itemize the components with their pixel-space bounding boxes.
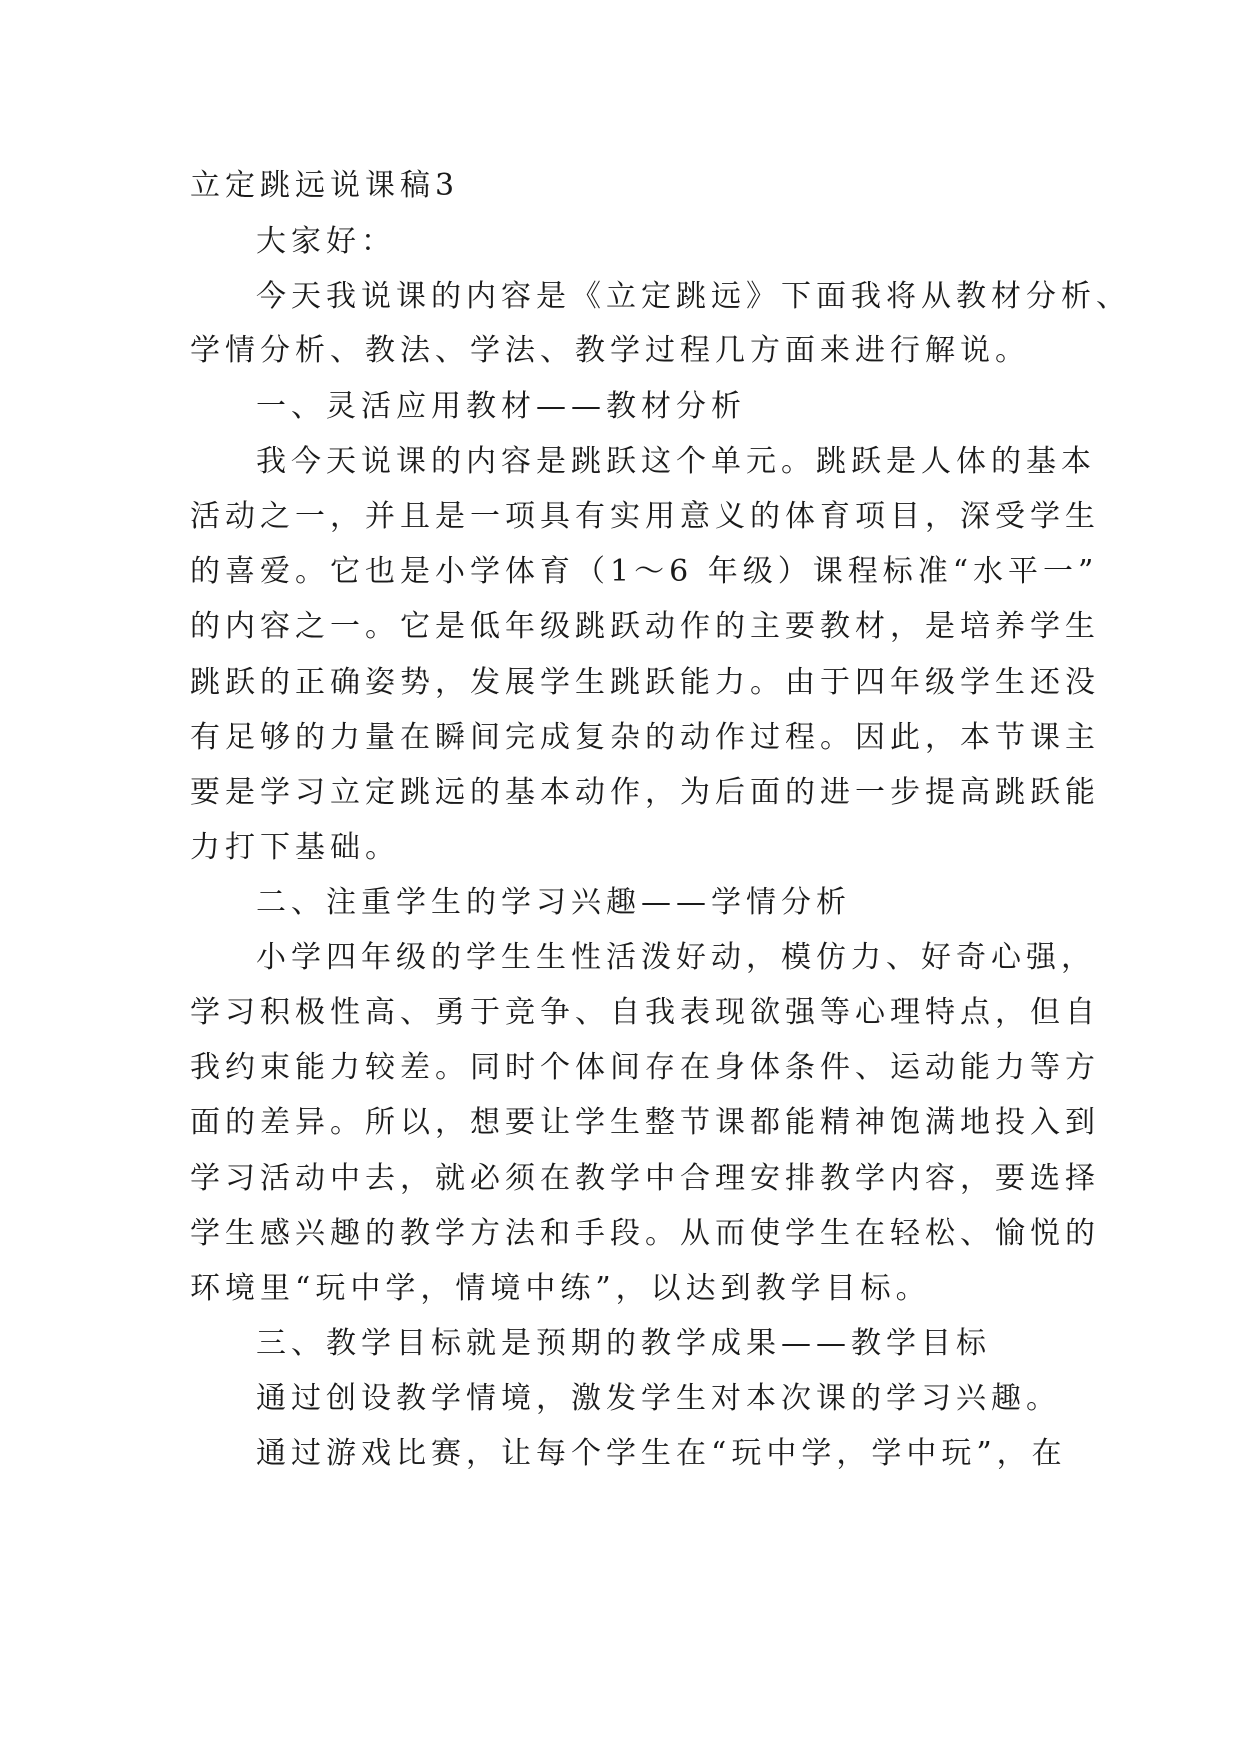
paragraph-line: 要是学习立定跳远的基本动作，为后面的进一步提高跳跃能 [190,775,1100,810]
paragraph-line: 我约束能力较差。同时个体间存在身体条件、运动能力等方 [190,1050,1100,1085]
paragraph-line: 学习活动中去，就必须在教学中合理安排教学内容，要选择 [190,1161,1100,1196]
paragraph-line: 力打下基础。 [190,830,400,865]
paragraph-line: 今天我说课的内容是《立定跳远》下面我将从教材分析、 [256,279,1131,314]
paragraph-line: 跳跃的正确姿势，发展学生跳跃能力。由于四年级学生还没 [190,665,1100,700]
paragraph-line: 的喜爱。它也是小学体育（1～6 年级）课程标准“水平一” [190,554,1099,589]
paragraph-line: 通过游戏比赛，让每个学生在“玩中学，学中玩”，在 [256,1436,1067,1471]
paragraph-line: 学情分析、教法、学法、教学过程几方面来进行解说。 [190,333,1030,368]
paragraph-line: 学习积极性高、勇于竞争、自我表现欲强等心理特点，但自 [190,995,1100,1030]
section-heading-1: 一、灵活应用教材——教材分析 [256,389,746,424]
paragraph-line: 有足够的力量在瞬间完成复杂的动作过程。因此，本节课主 [190,720,1100,755]
paragraph-line: 的内容之一。它是低年级跳跃动作的主要教材，是培养学生 [190,609,1100,644]
paragraph-line: 活动之一，并且是一项具有实用意义的体育项目，深受学生 [190,499,1100,534]
paragraph-line: 面的差异。所以，想要让学生整节课都能精神饱满地投入到 [190,1105,1100,1140]
paragraph-line: 我今天说课的内容是跳跃这个单元。跳跃是人体的基本 [256,444,1096,479]
section-heading-3: 三、教学目标就是预期的教学成果——教学目标 [256,1326,991,1361]
section-heading-2: 二、注重学生的学习兴趣——学情分析 [256,885,851,920]
paragraph-line: 学生感兴趣的教学方法和手段。从而使学生在轻松、愉悦的 [190,1216,1100,1251]
paragraph-line: 小学四年级的学生生性活泼好动，模仿力、好奇心强， [256,940,1096,975]
paragraph-line: 通过创设教学情境，激发学生对本次课的学习兴趣。 [256,1381,1061,1416]
paragraph-line: 环境里“玩中学，情境中练”，以达到教学目标。 [190,1271,931,1306]
greeting: 大家好： [256,224,396,259]
document-title: 立定跳远说课稿3 [190,168,460,203]
